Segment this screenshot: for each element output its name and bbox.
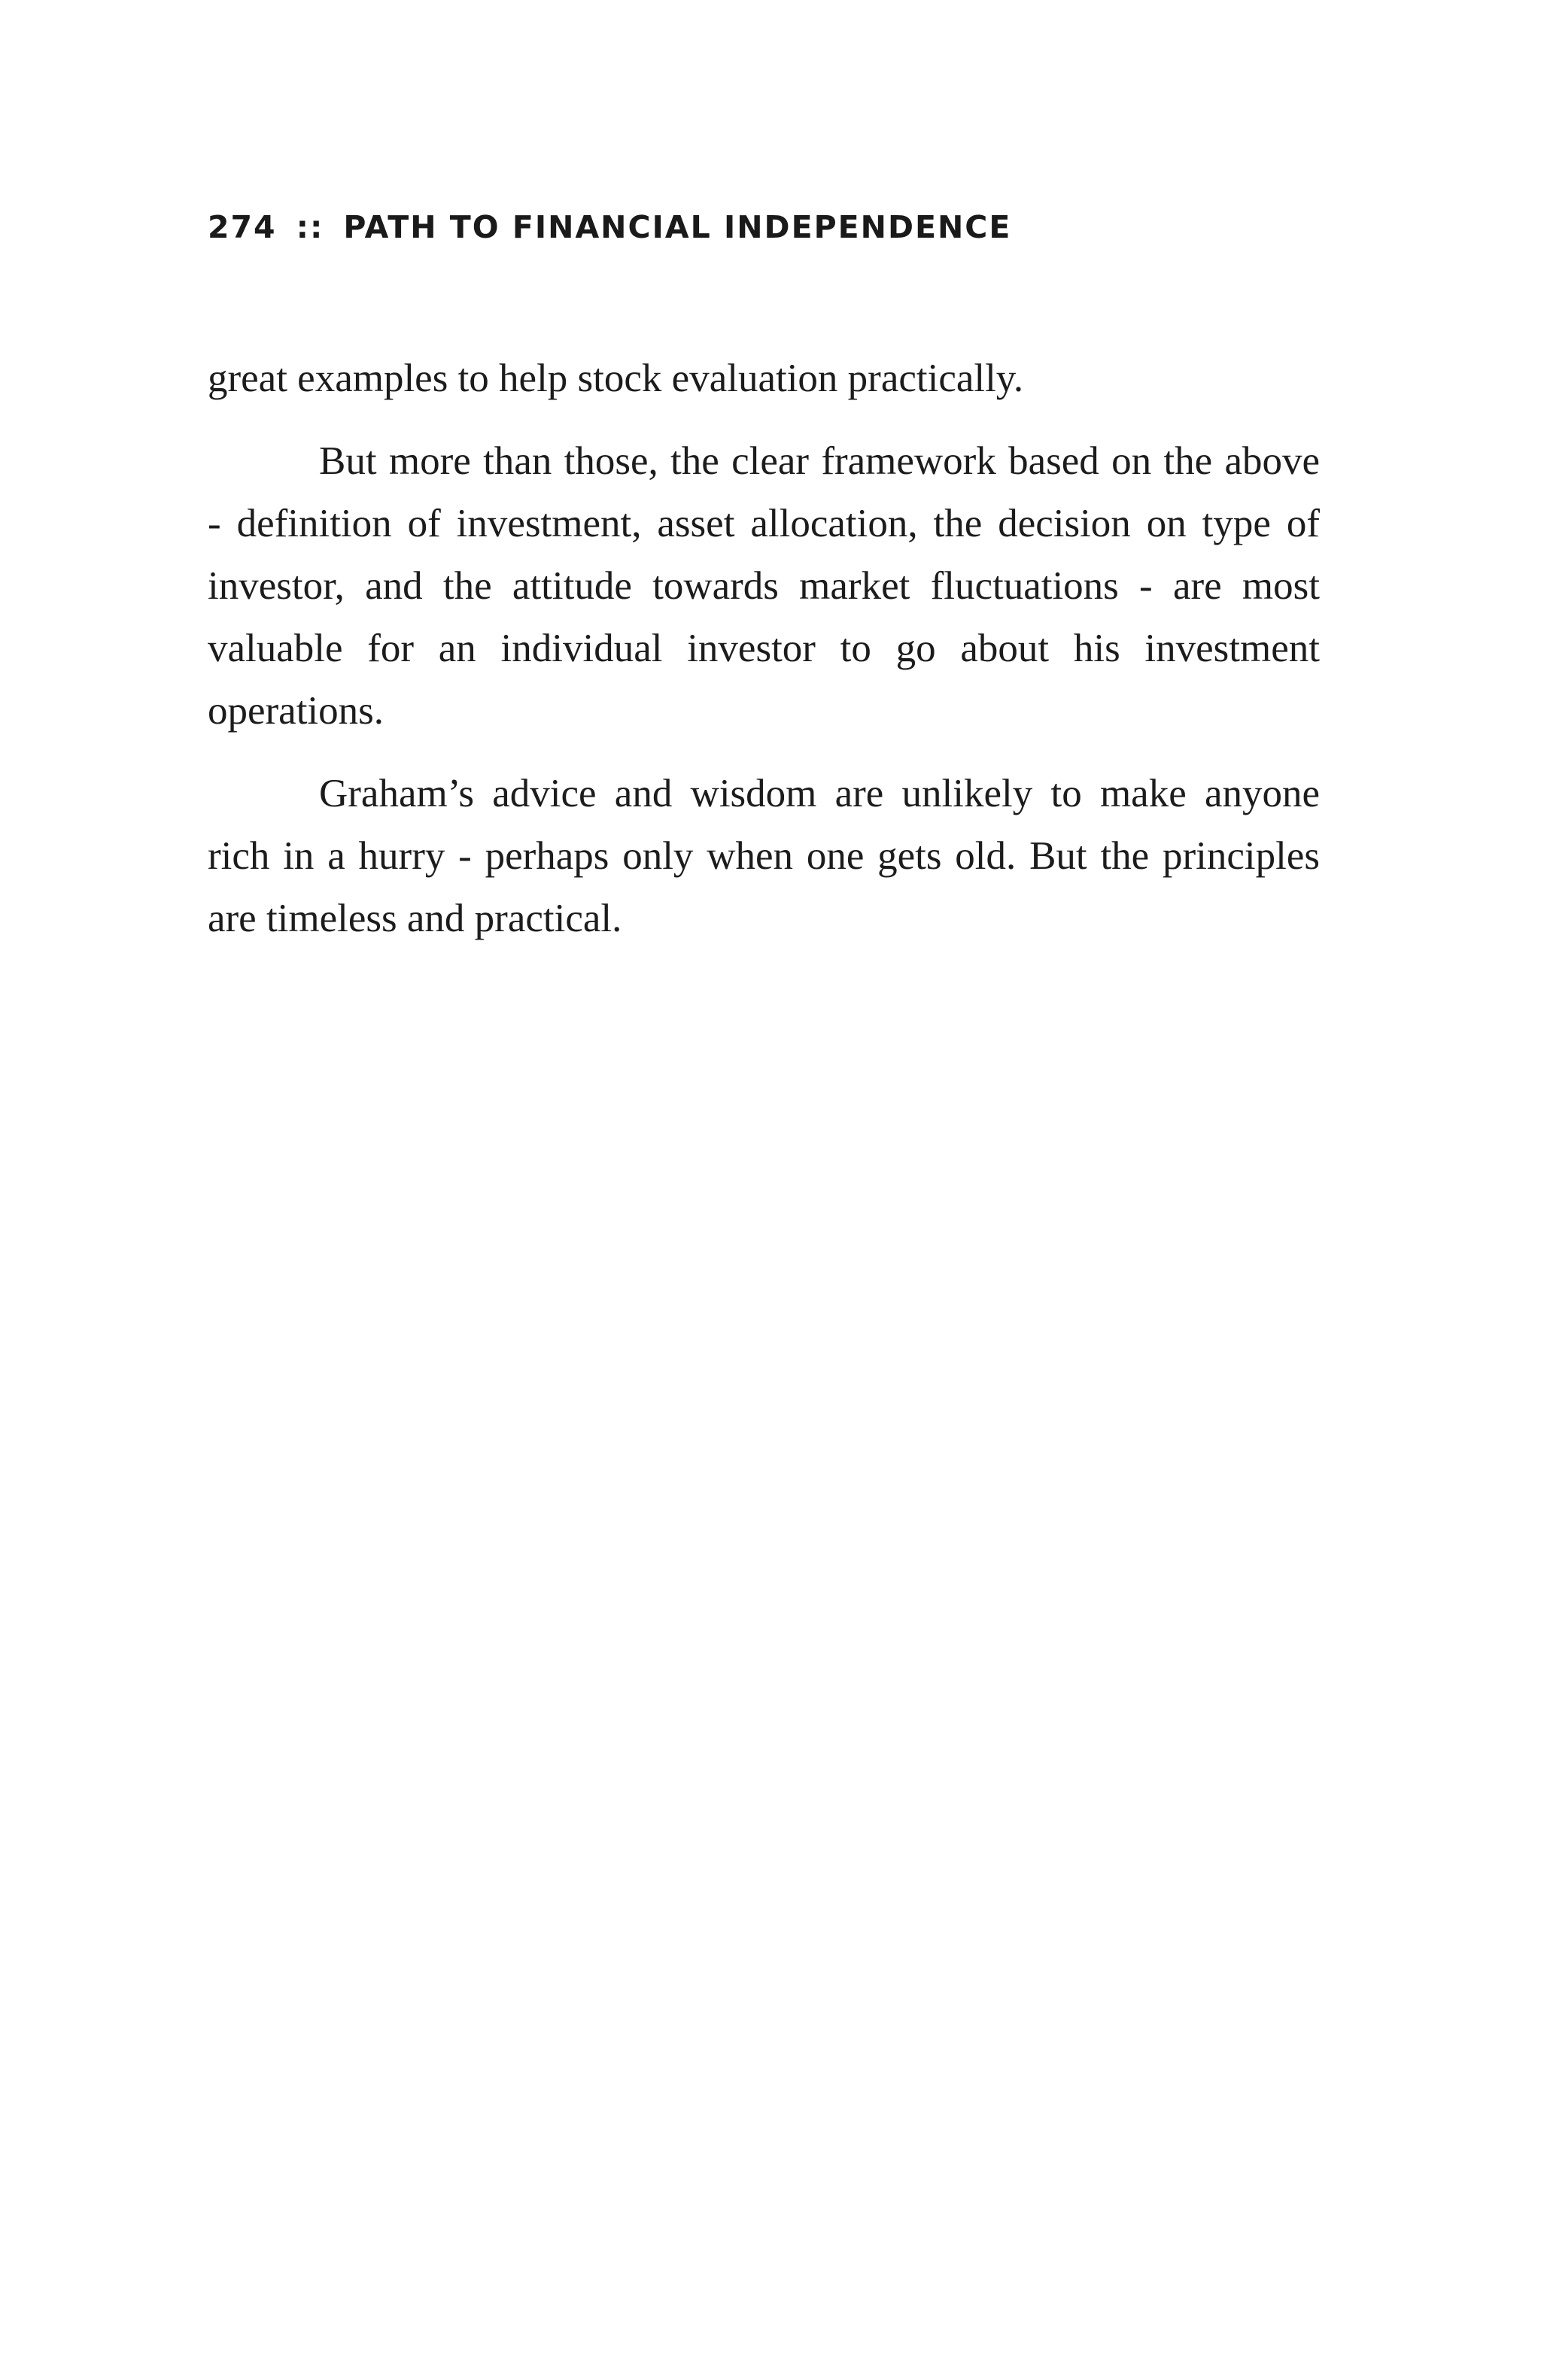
body-text (208, 348, 1320, 970)
paragraph: Graham’s advice and wisdom are unlikely to make anyone rich in a hurry - perhaps only when one gets old. But the principles are timeless and practical. (208, 772, 1320, 940)
paragraph-continued: great examples to help stock evaluation practically. (208, 357, 1024, 400)
page-number: 274 (208, 209, 277, 245)
paragraph: But more than those, the clear framework based on the above - definition of investment, asset allocation, the decision on type of investor, and the attitude towards market fluctuations - are most valuable for an individual investor to go about his investment operations. (208, 439, 1320, 733)
header-separator: :: (296, 209, 324, 245)
running-header (208, 208, 1011, 247)
running-title: PATH TO FINANCIAL INDEPENDENCE (343, 209, 1012, 245)
